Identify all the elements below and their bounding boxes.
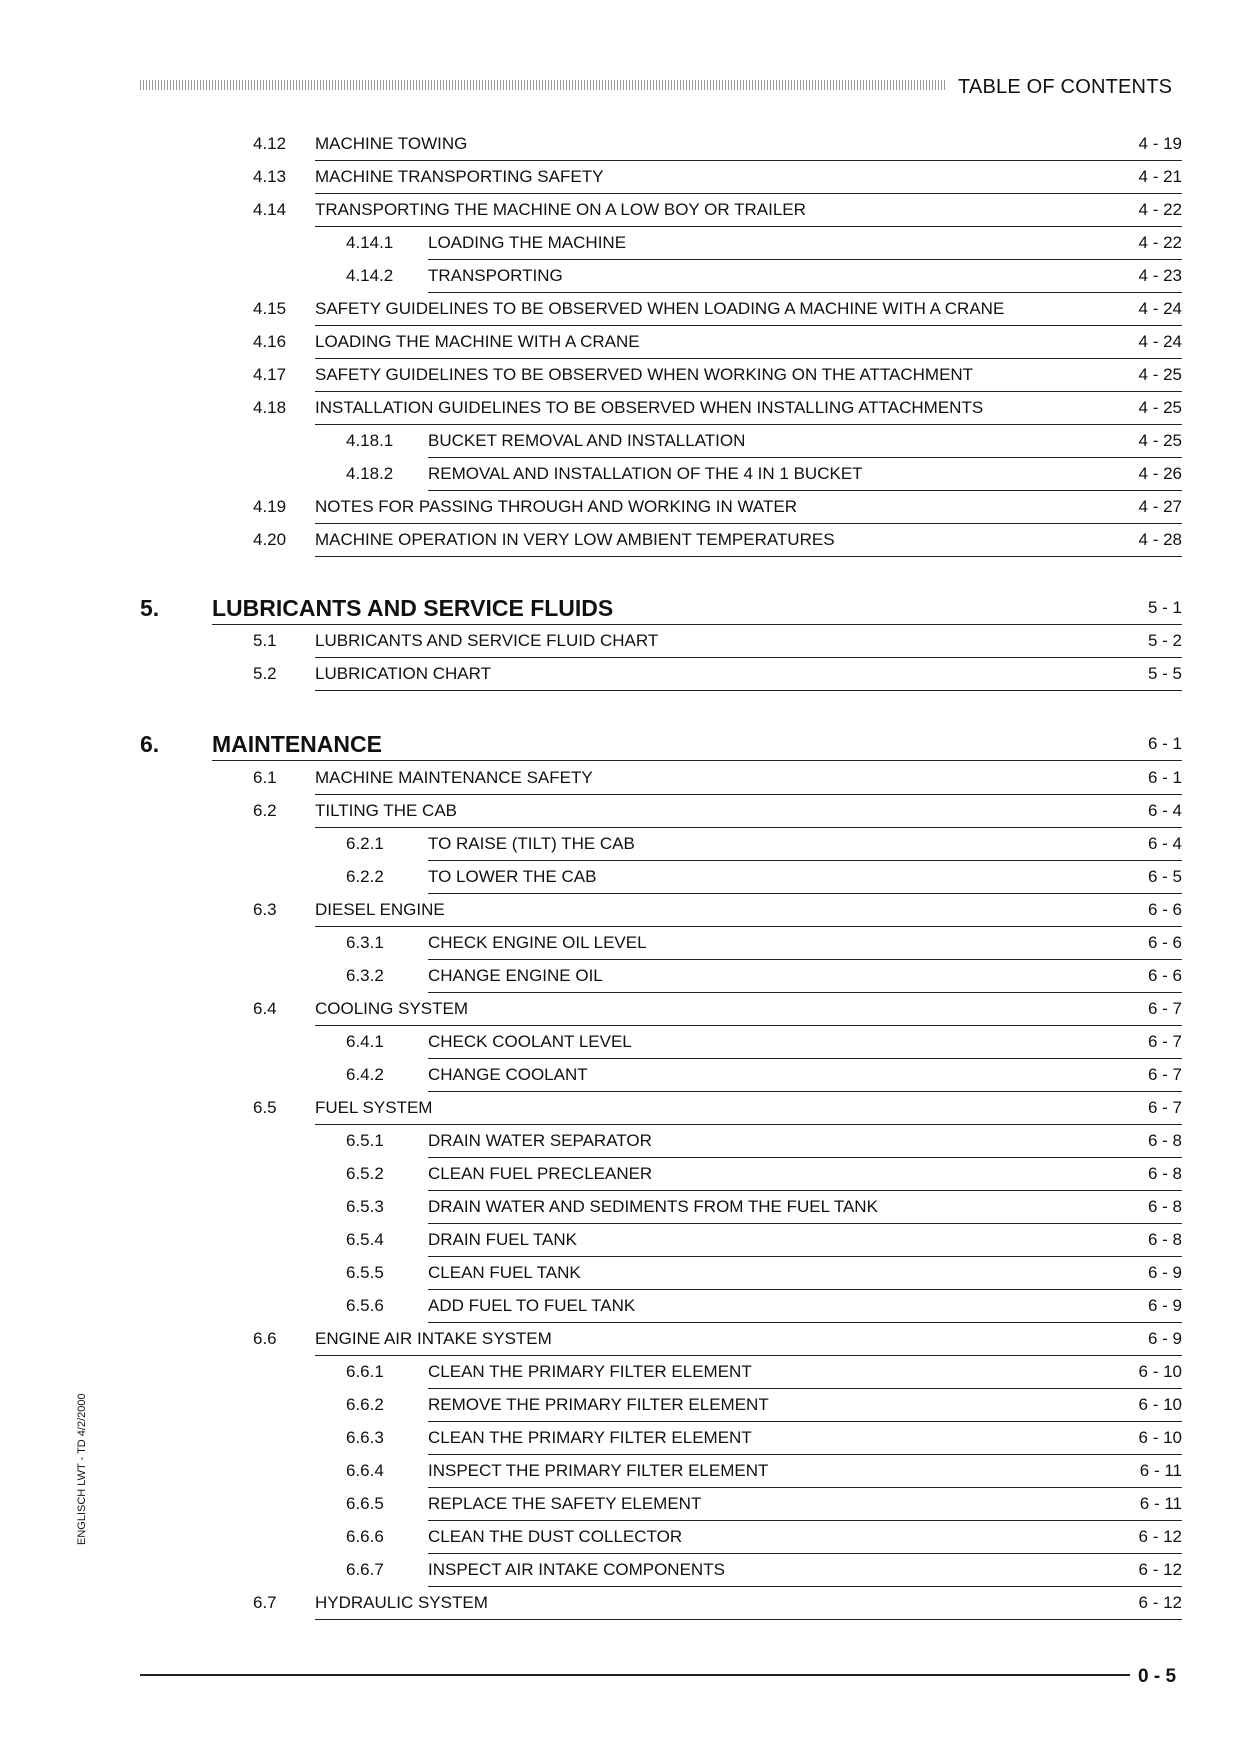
toc-entry-4-14-2[interactable] (346, 261, 1182, 295)
entry-number: 4.12 (253, 134, 287, 153)
toc-entry-4-12[interactable] (253, 129, 1182, 163)
entry-number: 4.18.1 (346, 431, 394, 450)
toc-entry-6-5[interactable] (253, 1093, 1182, 1127)
toc-entry-6-6-7[interactable] (346, 1555, 1182, 1589)
entry-title: TO LOWER THE CAB (428, 862, 1182, 894)
entry-page: 6 - 7 (1147, 999, 1182, 1018)
entry-title: INSPECT THE PRIMARY FILTER ELEMENT (428, 1456, 1182, 1488)
entry-title: CHANGE COOLANT (428, 1060, 1182, 1092)
entry-page: 6 - 5 (1147, 867, 1182, 886)
entry-number: 4.18.2 (346, 464, 394, 483)
side-document-code: ENGLISCH LWT - TD 4/2/2000 (76, 1393, 88, 1545)
entry-title: DRAIN FUEL TANK (428, 1225, 1182, 1257)
entry-number: 6.5.5 (346, 1263, 384, 1282)
toc-entry-4-13[interactable] (253, 162, 1182, 196)
entry-page: 6 - 10 (1138, 1395, 1182, 1414)
entry-title: CLEAN FUEL PRECLEANER (428, 1159, 1182, 1191)
entry-number: 6.2.2 (346, 867, 384, 886)
toc-entry-4-18-1[interactable] (346, 426, 1182, 460)
entry-title: CHECK ENGINE OIL LEVEL (428, 928, 1182, 960)
entry-title: INSPECT AIR INTAKE COMPONENTS (428, 1555, 1182, 1587)
toc-entry-6-4-1[interactable] (346, 1027, 1182, 1061)
toc-entry-4-14[interactable] (253, 195, 1182, 229)
entry-title: INSTALLATION GUIDELINES TO BE OBSERVED WHEN INSTALLING ATTACHMENTS (315, 393, 1182, 425)
entry-page: 6 - 7 (1147, 1098, 1182, 1117)
entry-title: MACHINE OPERATION IN VERY LOW AMBIENT TEMPERATURES (315, 525, 1182, 557)
entry-title: REPLACE THE SAFETY ELEMENT (428, 1489, 1182, 1521)
entry-number: 6.6.4 (346, 1461, 384, 1480)
entry-number: 4.14.1 (346, 233, 394, 252)
entry-page: 4 - 27 (1138, 497, 1182, 516)
entry-page: 4 - 25 (1138, 398, 1182, 417)
entry-page: 6 - 7 (1147, 1065, 1182, 1084)
toc-entry-6-2-2[interactable] (346, 862, 1182, 896)
entry-page: 6 - 4 (1147, 801, 1182, 820)
toc-entry-6-4-2[interactable] (346, 1060, 1182, 1094)
entry-title: SAFETY GUIDELINES TO BE OBSERVED WHEN WORKING ON THE ATTACHMENT (315, 360, 1182, 392)
toc-entry-5-2[interactable] (253, 659, 1182, 693)
entry-page: 4 - 21 (1138, 167, 1182, 186)
section-page: 6 - 1 (1147, 734, 1182, 753)
toc-entry-6-7[interactable] (253, 1588, 1182, 1622)
toc-entry-4-17[interactable] (253, 360, 1182, 394)
toc-entry-6-3-2[interactable] (346, 961, 1182, 995)
entry-number: 6.6.7 (346, 1560, 384, 1579)
toc-entry-6-5-6[interactable] (346, 1291, 1182, 1325)
toc-entry-6-6-4[interactable] (346, 1456, 1182, 1490)
entry-page: 4 - 24 (1138, 299, 1182, 318)
toc-entry-6-6-3[interactable] (346, 1423, 1182, 1457)
entry-number: 6.6.5 (346, 1494, 384, 1513)
toc-entry-6-2-1[interactable] (346, 829, 1182, 863)
entry-title: LUBRICANTS AND SERVICE FLUID CHART (315, 626, 1182, 658)
entry-number: 6.7 (253, 1593, 277, 1612)
entry-page: 6 - 11 (1139, 1494, 1182, 1513)
toc-entry-6-6-6[interactable] (346, 1522, 1182, 1556)
entry-title: CLEAN THE PRIMARY FILTER ELEMENT (428, 1423, 1182, 1455)
entry-title: LUBRICATION CHART (315, 659, 1182, 691)
toc-section-6[interactable] (140, 729, 1182, 763)
entry-title: CHECK COOLANT LEVEL (428, 1027, 1182, 1059)
entry-page: 6 - 6 (1147, 933, 1182, 952)
section-page: 5 - 1 (1147, 598, 1182, 617)
entry-number: 6.2 (253, 801, 277, 820)
entry-page: 5 - 5 (1147, 664, 1182, 683)
entry-number: 5.1 (253, 631, 277, 650)
entry-title: TO RAISE (TILT) THE CAB (428, 829, 1182, 861)
entry-title: ENGINE AIR INTAKE SYSTEM (315, 1324, 1182, 1356)
section-title: MAINTENANCE (212, 729, 1182, 761)
entry-title: CHANGE ENGINE OIL (428, 961, 1182, 993)
entry-number: 4.18 (253, 398, 287, 417)
page-title: TABLE OF CONTENTS (958, 76, 1173, 98)
toc-entry-6-4[interactable] (253, 994, 1182, 1028)
toc-entry-4-16[interactable] (253, 327, 1182, 361)
entry-number: 6.3.2 (346, 966, 384, 985)
entry-page: 6 - 1 (1147, 768, 1182, 787)
toc-entry-4-18-2[interactable] (346, 459, 1182, 493)
entry-page: 6 - 8 (1147, 1131, 1182, 1150)
entry-page: 6 - 7 (1147, 1032, 1182, 1051)
entry-title: HYDRAULIC SYSTEM (315, 1588, 1182, 1620)
entry-page: 6 - 9 (1147, 1263, 1182, 1282)
entry-page: 6 - 10 (1138, 1428, 1182, 1447)
entry-number: 4.15 (253, 299, 287, 318)
entry-title: MACHINE TRANSPORTING SAFETY (315, 162, 1182, 194)
entry-title: SAFETY GUIDELINES TO BE OBSERVED WHEN LOADING A MACHINE WITH A CRANE (315, 294, 1182, 326)
entry-page: 4 - 28 (1138, 530, 1182, 549)
entry-number: 6.6.6 (346, 1527, 384, 1546)
section-number: 5. (140, 595, 160, 621)
entry-title: LOADING THE MACHINE (428, 228, 1182, 260)
toc-entry-6-5-2[interactable] (346, 1159, 1182, 1193)
entry-title: NOTES FOR PASSING THROUGH AND WORKING IN WATER (315, 492, 1182, 524)
entry-number: 6.6 (253, 1329, 277, 1348)
entry-page: 6 - 12 (1138, 1593, 1182, 1612)
entry-number: 6.2.1 (346, 834, 384, 853)
toc-entry-6-5-1[interactable] (346, 1126, 1182, 1160)
entry-title: CLEAN FUEL TANK (428, 1258, 1182, 1290)
entry-title: ADD FUEL TO FUEL TANK (428, 1291, 1182, 1323)
entry-page: 6 - 8 (1147, 1197, 1182, 1216)
entry-title: TRANSPORTING THE MACHINE ON A LOW BOY OR TRAILER (315, 195, 1182, 227)
entry-number: 6.4.1 (346, 1032, 384, 1051)
entry-title: TILTING THE CAB (315, 796, 1182, 828)
entry-page: 6 - 8 (1147, 1230, 1182, 1249)
toc-entry-6-3[interactable] (253, 895, 1182, 929)
entry-page: 6 - 6 (1147, 900, 1182, 919)
entry-number: 6.3 (253, 900, 277, 919)
section-number: 6. (140, 731, 160, 757)
entry-number: 6.6.1 (346, 1362, 384, 1381)
entry-page: 6 - 9 (1147, 1296, 1182, 1315)
entry-number: 4.20 (253, 530, 287, 549)
entry-number: 6.5.1 (346, 1131, 384, 1150)
entry-page: 4 - 25 (1138, 431, 1182, 450)
toc-entry-6-3-1[interactable] (346, 928, 1182, 962)
section-title: LUBRICANTS AND SERVICE FLUIDS (212, 593, 1182, 625)
toc-entry-4-14-1[interactable] (346, 228, 1182, 262)
entry-title: REMOVE THE PRIMARY FILTER ELEMENT (428, 1390, 1182, 1422)
toc-entry-4-15[interactable] (253, 294, 1182, 328)
entry-page: 4 - 25 (1138, 365, 1182, 384)
toc-entry-4-19[interactable] (253, 492, 1182, 526)
entry-page: 6 - 11 (1139, 1461, 1182, 1480)
entry-page: 4 - 19 (1138, 134, 1182, 153)
toc-section-5[interactable] (140, 593, 1182, 627)
entry-title: COOLING SYSTEM (315, 994, 1182, 1026)
entry-number: 6.5.3 (346, 1197, 384, 1216)
entry-number: 4.14 (253, 200, 287, 219)
entry-page: 6 - 12 (1138, 1560, 1182, 1579)
entry-page: 4 - 22 (1138, 200, 1182, 219)
toc-entry-4-20[interactable] (253, 525, 1182, 559)
entry-title: REMOVAL AND INSTALLATION OF THE 4 IN 1 BUCKET (428, 459, 1182, 491)
entry-page: 6 - 12 (1138, 1527, 1182, 1546)
entry-number: 6.4.2 (346, 1065, 384, 1084)
entry-number: 6.3.1 (346, 933, 384, 952)
entry-title: MACHINE MAINTENANCE SAFETY (315, 763, 1182, 795)
toc-entry-6-6-5[interactable] (346, 1489, 1182, 1523)
entry-title: BUCKET REMOVAL AND INSTALLATION (428, 426, 1182, 458)
entry-page: 6 - 9 (1147, 1329, 1182, 1348)
toc-entry-6-2[interactable] (253, 796, 1182, 830)
entry-page: 5 - 2 (1147, 631, 1182, 650)
entry-number: 5.2 (253, 664, 277, 683)
toc-entry-5-1[interactable] (253, 626, 1182, 660)
toc-entry-6-5-3[interactable] (346, 1192, 1182, 1226)
entry-number: 4.17 (253, 365, 287, 384)
entry-number: 6.5.2 (346, 1164, 384, 1183)
entry-title: DIESEL ENGINE (315, 895, 1182, 927)
toc-entry-6-5-5[interactable] (346, 1258, 1182, 1292)
entry-page: 4 - 26 (1138, 464, 1182, 483)
toc-entry-6-6[interactable] (253, 1324, 1182, 1358)
entry-title: DRAIN WATER AND SEDIMENTS FROM THE FUEL TANK (428, 1192, 1182, 1224)
entry-number: 6.5.6 (346, 1296, 384, 1315)
entry-page: 4 - 23 (1138, 266, 1182, 285)
toc-entry-6-5-4[interactable] (346, 1225, 1182, 1259)
entry-title: CLEAN THE DUST COLLECTOR (428, 1522, 1182, 1554)
entry-title: TRANSPORTING (428, 261, 1182, 293)
entry-number: 6.6.2 (346, 1395, 384, 1414)
entry-number: 6.6.3 (346, 1428, 384, 1447)
entry-number: 4.19 (253, 497, 287, 516)
toc-entry-6-6-2[interactable] (346, 1390, 1182, 1424)
entry-page: 6 - 8 (1147, 1164, 1182, 1183)
entry-page: 6 - 4 (1147, 834, 1182, 853)
toc-entry-6-6-1[interactable] (346, 1357, 1182, 1391)
entry-title: DRAIN WATER SEPARATOR (428, 1126, 1182, 1158)
entry-title: CLEAN THE PRIMARY FILTER ELEMENT (428, 1357, 1182, 1389)
entry-page: 4 - 24 (1138, 332, 1182, 351)
entry-page: 4 - 22 (1138, 233, 1182, 252)
entry-page: 6 - 10 (1138, 1362, 1182, 1381)
footer-page-number: 0 - 5 (1138, 1666, 1177, 1687)
entry-number: 4.14.2 (346, 266, 394, 285)
entry-page: 6 - 6 (1147, 966, 1182, 985)
entry-number: 6.4 (253, 999, 277, 1018)
entry-title: FUEL SYSTEM (315, 1093, 1182, 1125)
entry-number: 6.5.4 (346, 1230, 384, 1249)
entry-title: MACHINE TOWING (315, 129, 1182, 161)
entry-number: 4.16 (253, 332, 287, 351)
toc-entry-4-18[interactable] (253, 393, 1182, 427)
footer-rule (140, 1674, 1130, 1676)
entry-number: 6.5 (253, 1098, 277, 1117)
toc-entry-6-1[interactable] (253, 763, 1182, 797)
entry-title: LOADING THE MACHINE WITH A CRANE (315, 327, 1182, 359)
entry-number: 4.13 (253, 167, 287, 186)
entry-number: 6.1 (253, 768, 277, 787)
